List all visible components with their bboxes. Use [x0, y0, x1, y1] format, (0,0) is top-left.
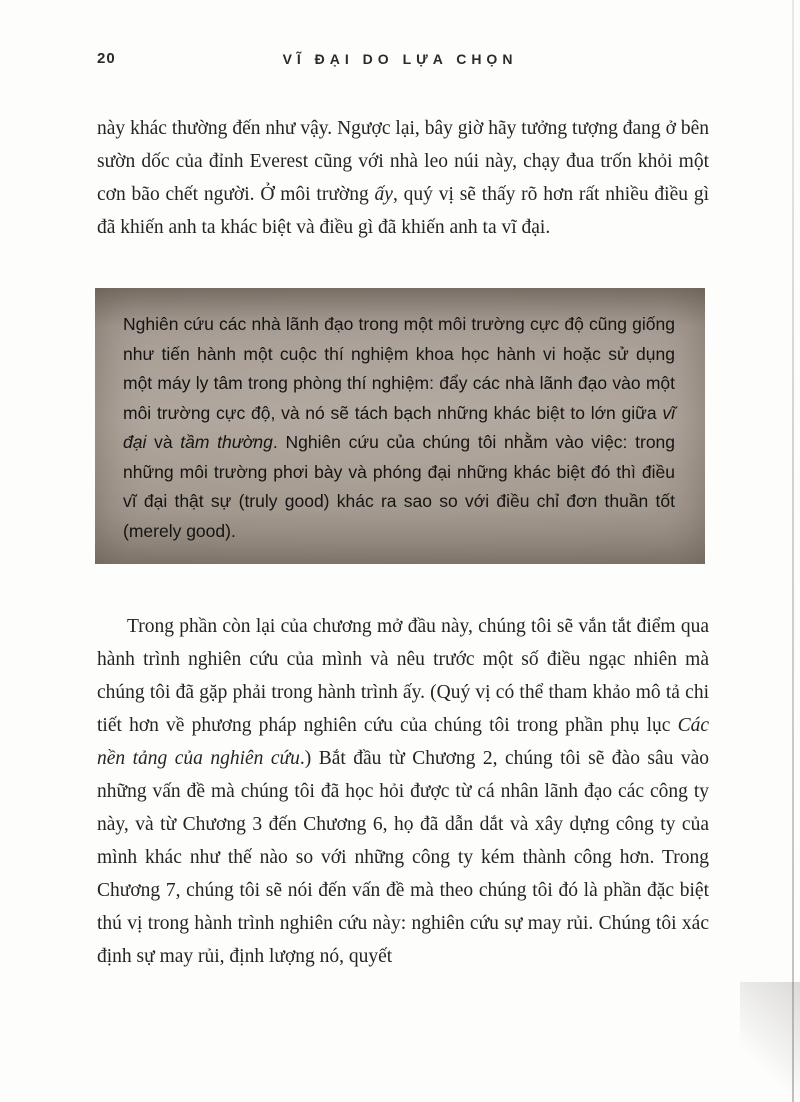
- body-paragraph-1: này khác thường đến như vậy. Ngược lại, bây giờ hãy tưởng tượng đang ở bên sườn dốc của đỉnh Everest cũng với nhà leo núi này, chạy đua trốn khỏi một cơn bão chết người. Ở môi trường ấy, quý vị sẽ thấy rõ hơn rất nhiều điều gì đã khiến anh ta khác biệt và điều gì đã khiến anh ta vĩ đại.: [97, 118, 710, 238]
- scan-edge-artifact: [792, 0, 794, 1102]
- page-header: [0, 50, 800, 72]
- highlighted-quote-box: Nghiên cứu các nhà lãnh đạo trong một môi trường cực độ cũng giống như tiến hành một cuộc thí nghiệm khoa học hành vi hoặc sử dụng một máy ly tâm trong phòng thí nghiệm: đẩy các nhà lãnh đạo vào một môi trường cực độ, và nó sẽ tách bạch những khác biệt to lớn giữa vĩ đại và tầm thường. Nghiên cứu của chúng tôi nhằm vào việc: trong những môi trường phơi bày và phóng đại những khác biệt đó thì điều vĩ đại thật sự (truly good) khác ra sao so với điều chỉ đơn thuần tốt (merely good).: [95, 288, 705, 564]
- running-title: VĨ ĐẠI DO LỰA CHỌN: [282, 51, 518, 67]
- scan-corner-shadow: [740, 982, 800, 1102]
- page-number: 20: [97, 50, 116, 67]
- body-paragraph-2: Trong phần còn lại của chương mở đầu này, chúng tôi sẽ vắn tắt điểm qua hành trình nghiên cứu của mình và nêu trước một số điều ngạc nhiên mà chúng tôi đã gặp phải trong hành trình ấy. (Quý vị có thể tham khảo mô tả chi tiết hơn về phương pháp nghiên cứu của chúng tôi trong phần phụ lục Các nền tảng của nghiên cứu.) Bắt đầu từ Chương 2, chúng tôi sẽ đào sâu vào những vấn đề mà chúng tôi đã học hỏi được từ cá nhân lãnh đạo các công ty này, và từ Chương 3 đến Chương 6, họ đã dẫn dắt và xây dựng công ty của mình khác như thế nào so với những công ty kém thành công hơn. Trong Chương 7, chúng tôi sẽ nói đến vấn đề mà theo chúng tôi đó là phần đặc biệt thú vị trong hành trình nghiên cứu này: nghiên cứu sự may rủi. Chúng tôi xác định sự may rủi, định lượng nó, quyết: [97, 616, 710, 967]
